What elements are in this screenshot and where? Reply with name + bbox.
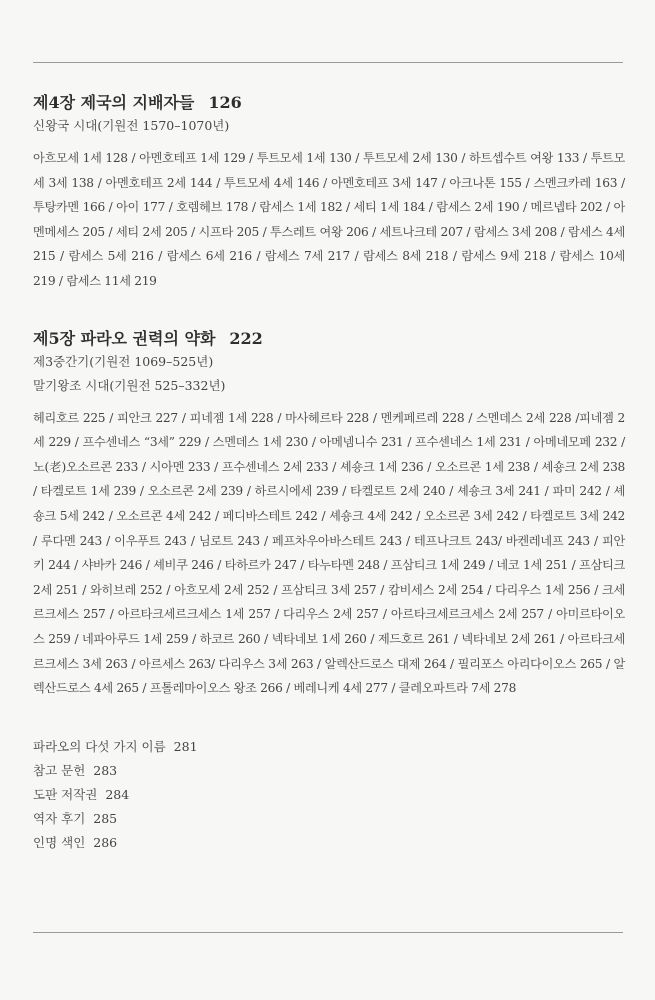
chapter-entries: 헤리호르 225 / 피안크 227 / 피네젬 1세 228 / 마사헤르타 228 / 멘케페르레 228 / 스멘데스 2세 228 /피네젬 2세 229 / 프수센네스 “3세” 229 / 스멘데스 1세 230 / 아메넴니수 231 / 프수센네스 1세 231 / 아메네모페 232 / 노(老)오소르콘 233 / 시아멘 233 / 프수센네스 2세 233 / 셰숑크 1세 236 / 오소르콘 1세 238 / 셰숑크 2세 238 / 타켈로트 1세 239 / 오소르콘 2세 239 / 하르시에세 239 / 타켈로트 2세 240 / 셰숑크 3세 241 / 파미 242 / 셰숑크 5세 242 / 오소르콘 4세 242 / 페디바스테트 242 / 셰숑크 4세 242 / 오소르콘 3세 242 / 타켈로트 3세 242 / 루다멘 243 / 이우푸트 243 / 님로트 243 / 페프차우아바스테트 243 / 테프나크트 243/ 바켄레네프 243 / 피안키 244 / 샤바카 246 / 셰비쿠 246 / 타하르카 247 / 타누타멘 248 / 프삼티크 1세 249 / 네코 1세 251 / 프삼티크 2세 251 / 와히브레 252 / 아흐모세 2세 252 / 프삼티크 3세 257 / 캄비세스 2세 254 / 다리우스 1세 256 / 크세르크세스 257 / 아르타크세르크세스 1세 257 / 다리우스 2세 257 / 아르타크세르크세스 2세 257 / 아미르타이오스 259 / 네파아루드 1세 259 / 하코르 260 / 넥타네보 1세 260 / 제드호르 261 / 넥타네보 2세 261 / 아르타크세르크세스 3세 263 / 아르세스 263/ 다리우스 3세 263 / 알렉산드로스 대제 264 / 필리포스 아리다이오스 265 / 알렉산드로스 4세 265 / 프톨레마이오스 왕조 266 / 베레니케 4세 277 / 클레오파트라 7세 278 [33,410,625,696]
chapter-title-text: 제5장 파라오 권력의 약화 [33,328,216,348]
appendix-list [33,735,625,855]
appendix-page: 283 [93,762,118,778]
appendix-page: 284 [105,786,130,802]
appendix-page: 285 [93,810,118,826]
appendix-item [33,759,625,783]
appendix-label: 참고 문헌 [33,762,86,778]
bottom-rule [33,932,623,933]
chapter-page: 222 [229,328,263,348]
chapter-4 [33,92,625,294]
appendix-label: 도판 저작권 [33,786,98,802]
appendix-label: 역자 후기 [33,810,86,826]
table-of-contents [33,92,625,855]
chapter-title [33,92,625,114]
appendix-item [33,735,625,759]
chapter-subtitle: 말기왕조 시대(기원전 525–332년) [33,377,226,393]
chapter-title-text: 제4장 제국의 지배자들 [33,93,195,112]
appendix-item [33,783,625,807]
top-rule [33,62,623,63]
chapter-5 [33,328,625,701]
chapter-page: 126 [208,93,242,112]
appendix-label: 인명 색인 [33,834,86,850]
chapter-subtitle: 제3중간기(기원전 1069–525년) [33,353,214,369]
chapter-title [33,328,625,350]
chapter-subtitle: 신왕국 시대(기원전 1570–1070년) [33,118,230,133]
appendix-page: 281 [173,738,198,754]
appendix-item [33,831,625,855]
chapter-entries: 아흐모세 1세 128 / 아멘호테프 1세 129 / 투트모세 1세 130 / 투트모세 2세 130 / 하트셉수트 여왕 133 / 투트모세 3세 138 / 아멘호테프 2세 144 / 투트모세 4세 146 / 아멘호테프 3세 147 / 아크나톤 155 / 스멘크카레 163 / 투탕카멘 166 / 아이 177 / 호렘헤브 178 / 람세스 1세 182 / 세티 1세 184 / 람세스 2세 190 / 메르넵타 202 / 아멘메세스 205 / 세티 2세 205 / 시프타 205 / 투스레트 여왕 206 / 세트나크테 207 / 람세스 3세 208 / 람세스 4세 215 / 람세스 5세 216 / 람세스 6세 216 / 람세스 7세 217 / 람세스 8세 218 / 람세스 9세 218 / 람세스 10세 219 / 람세스 11세 219 [33,151,625,288]
appendix-item [33,807,625,831]
appendix-page: 286 [93,834,118,850]
appendix-label: 파라오의 다섯 가지 이름 [33,738,166,754]
